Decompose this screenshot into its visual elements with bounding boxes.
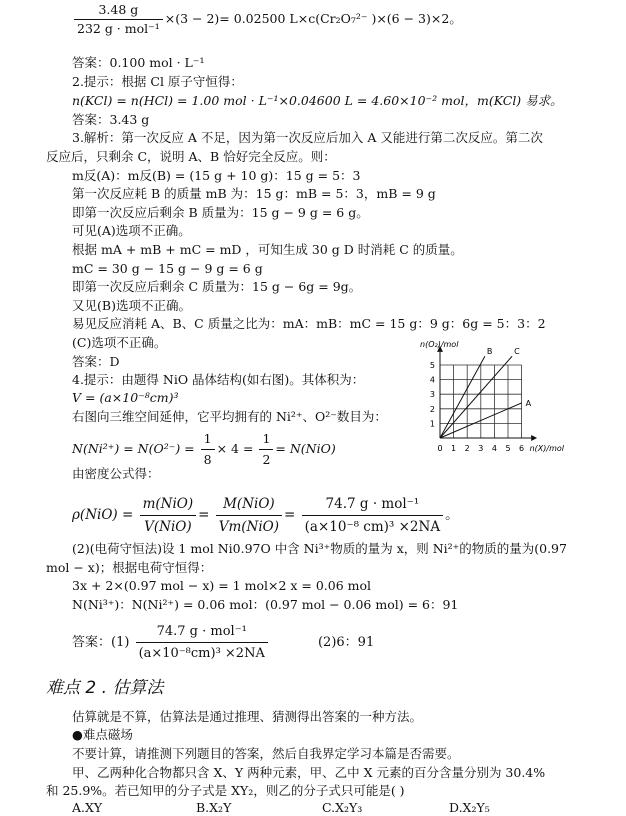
line-17: 答案：D — [72, 354, 120, 369]
fraction-M-over-Vm: $\frac{\text{M(NiO)}}{\text{Vm(NiO)}}$ — [216, 494, 282, 537]
series-label-b: B — [486, 347, 493, 357]
line-33: 和 25.9%。若已知甲的分子式是 XY₂，则乙的分子式只可能是( ) — [46, 783, 405, 798]
line-8: 第一次反应耗 B 的质量 mB 为：15 g：mB = 5：3，mB = 9 g — [72, 186, 436, 201]
line-26: 3x + 2×(0.97 mol − x) = 1 mol×2 x = 0.06 mol — [72, 578, 372, 593]
x-tick-label: 1 — [451, 444, 457, 453]
line-21-formula: N(Ni²⁺) = N(O²⁻) = $\frac{1}{8}$ × 4 = $\frac{1}{2}$ = N(NiO) — [72, 431, 336, 467]
line-19: V = (a×10⁻⁸cm)³ — [72, 390, 179, 405]
series-line-b — [440, 356, 485, 438]
y-tick-label: 2 — [429, 404, 435, 414]
y-tick-label: 3 — [429, 390, 435, 400]
line-3: n(KCl) = n(HCl) = 1.00 mol · L⁻¹×0.04600 L = 4.60×10⁻² mol，m(KCl) 易求。 — [72, 93, 563, 108]
line-20: 右图向三维空间延伸，它平均拥有的 Ni²⁺、O²⁻数目为： — [72, 409, 387, 424]
line-28-answer: 答案：(1) $\frac{\text{74.7 g · mol⁻¹}}{\text{(a×10⁻⁸cm)³ ×2NA}}$ (2)6：91 — [72, 624, 375, 661]
x-tick-label: 4 — [491, 444, 497, 453]
line-0: $\frac{3.48 g}{\text{232 g · mol⁻¹}}$ ×(3 − 2)= 0.02500 L×c(Cr₂O₇²⁻ )×(6 − 3)×2。 — [72, 2, 462, 37]
x-tick-label: 3 — [478, 444, 484, 453]
line-2: 2.提示：根据 Cl 原子守恒得： — [72, 74, 243, 89]
line-30: ●难点磁场 — [72, 727, 133, 742]
line-16: (C)选项不正确。 — [72, 335, 167, 350]
line-4: 答案：3.43 g — [72, 112, 150, 127]
line-10: 可见(A)选项不正确。 — [72, 223, 191, 238]
y-tick-label: 1 — [429, 419, 435, 429]
section-heading: 难点 2 . 估算法 — [46, 678, 164, 698]
line-25: mol − x)；根据电荷守恒得： — [46, 560, 213, 575]
option-a: A.XY — [72, 800, 103, 815]
x-tick-label: 2 — [464, 444, 470, 453]
fraction-answer: $\frac{\text{74.7 g · mol⁻¹}}{\text{(a×10⁻⁸cm)³ ×2NA}}$ — [136, 622, 268, 663]
series-label-a: A — [525, 398, 532, 408]
line-5: 3.解析：第一次反应 A 不足，因为第一次反应后加入 A 又能进行第二次反应。第二次 — [72, 130, 543, 145]
option-d: D.X₂Y₅ — [449, 800, 490, 815]
option-b: B.X₂Y — [196, 800, 232, 815]
fraction-mass-over-molar: $\frac{3.48 g}{\text{232 g · mol⁻¹}}$ — [74, 2, 163, 37]
line-1: 答案：0.100 mol · L⁻¹ — [72, 55, 205, 70]
x-axis-label: n(X)/mol — [529, 444, 565, 453]
line-6: 反应后，只剩余 C，说明 A、B 恰好完全反应。则： — [46, 149, 336, 164]
fraction-density-value: $\frac{\text{74.7 g · mol⁻¹}}{\text{(a×10⁻⁸ cm)³ ×2NA}}$ — [302, 494, 443, 537]
line-32: 甲、乙两种化合物都只含 X、Y 两种元素，甲、乙中 X 元素的百分含量分别为 30.4% — [72, 765, 546, 780]
line-11: 根据 mA + mB + mC = mD ，可知生成 30 g D 时消耗 C 的质量。 — [72, 242, 463, 257]
line-7: m反(A)：m反(B) = (15 g + 10 g)：15 g = 5：3 — [72, 168, 361, 183]
line-24: (2)(电荷守恒法)设 1 mol Ni0.97O 中含 Ni³⁺物质的量为 x，则 Ni²⁺的物质的量为(0.97 — [72, 541, 567, 556]
x-tick-label: 5 — [505, 444, 511, 453]
line-31: 不要计算，请推测下列题目的答案，然后自我界定学习本篇是否需要。 — [72, 746, 460, 761]
y-tick-label: 4 — [429, 375, 435, 385]
x-axis-arrow — [531, 435, 537, 441]
oxygen-vs-x-chart — [390, 340, 570, 458]
series-line-c — [440, 356, 512, 438]
fraction-one-eighth: $\frac{1}{8}$ — [201, 430, 215, 469]
y-tick-label: 5 — [429, 361, 435, 370]
fraction-m-over-v: $\frac{\text{m(NiO)}}{\text{V(NiO)}}$ — [140, 494, 197, 537]
option-c: C.X₂Y₃ — [322, 800, 363, 815]
line-9: 即第一次反应后剩余 B 质量为：15 g − 9 g = 6 g。 — [72, 205, 369, 220]
x-tick-label: 6 — [519, 444, 525, 453]
line-14: 又见(B)选项不正确。 — [72, 298, 191, 313]
line-27: N(Ni³⁺)：N(Ni²⁺) = 0.06 mol：(0.97 mol − 0.06 mol) = 6：91 — [72, 597, 459, 612]
density-formula: ρ(NiO) = $\frac{\text{m(NiO)}}{\text{V(NiO)}}$ = $\frac{\text{M(NiO)}}{\text{Vm(NiO)}}$ = $\frac{\text{74.7 g · mol⁻¹}}{\text{(a×10⁻⁸ cm)³ ×2NA}}$ 。 — [72, 496, 459, 535]
y-axis-label: n(O₂)/mol — [420, 340, 459, 349]
line-12: mC = 30 g − 15 g − 9 g = 6 g — [72, 261, 263, 276]
line-29: 估算就是不算，估算法是通过推理、猜测得出答案的一种方法。 — [72, 709, 423, 724]
x-tick-label: 0 — [437, 444, 443, 453]
line-13: 即第一次反应后剩余 C 质量为：15 g − 6g = 9g。 — [72, 279, 362, 294]
fraction-one-half: $\frac{1}{2}$ — [259, 430, 273, 469]
line-18: 4.提示：由题得 NiO 晶体结构(如右图)。其体积为： — [72, 372, 365, 387]
series-label-c: C — [514, 347, 520, 357]
line-15: 易见反应消耗 A、B、C 质量之比为：mA：mB：mC = 15 g：9 g：6g = 5：3：2 — [72, 316, 546, 331]
line-22: 由密度公式得： — [72, 466, 160, 481]
